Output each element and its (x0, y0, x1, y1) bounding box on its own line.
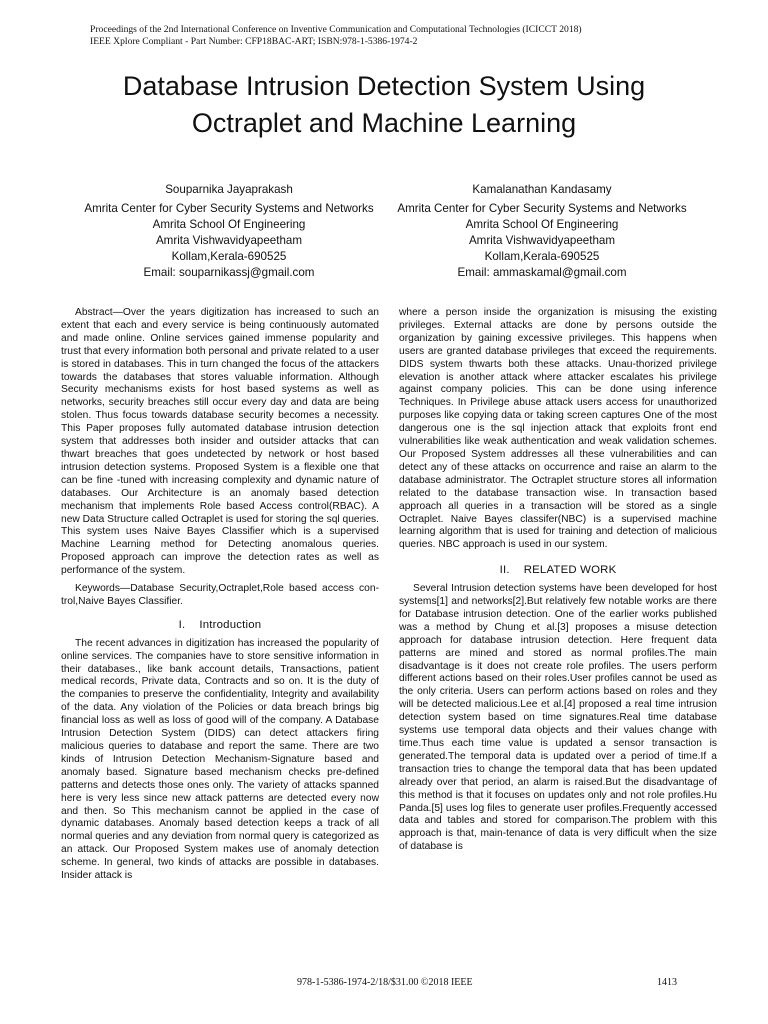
author-email: Email: ammaskamal@gmail.com (457, 266, 627, 279)
author-affiliation: Amrita Center for Cyber Security Systems and Networks (84, 202, 374, 215)
related-work-paragraph: Several Intrusion detection systems have been developed for host systems[1] and networks[2].But relatively few notable works are there for Database intrusion detection. One of the earlier works published was a method by Chung et al.[3] proposes a misuse detection approach for database intrusion detection. Here frequent data patterns are mined and stored as normal profiles.The main disadvantage is it does not create role profiles. The users perform different actions based on their roles.User profiles cannot be used as the only criteria. Users can perform actions based on roles and they will be detected malicious.Lee et al.[4] proposed a real time intrusion detection system based on time signatures.Real time database systems use temporal data objects and their values change with time.Thus each time value is updated a sensor transaction is generated.The temporal data is updated over a period of time.If a transaction tries to change the temporal data that has been updated already over that period, an alarm is raised.But the disadvantage of this method is that it focuses on updates only and not role profiles.Hu Panda.[5] uses log files to generate user profiles.Frequently accessed data and tables and stored for comparison.The problem with this approach is that, main-tenance of data is very difficult when the size of database is (399, 583, 717, 853)
introduction-paragraph: The recent advances in digitization has increased the popularity of online services. The companies have to store sensitive information in their databases., like bank account details, Transactions, patient medical records, Private data, Contracts and so on. It is the duty of the companies to preserve the confidentiality, Integrity and availability of the data. Any violation of the Policies or data breach brings big financial loss as well as loss of good will of the company. A Database Intrusion Detection System (DIDS) can detect attackers firing malicious queries to database and report the same. There are two kinds of Intrusion Detection Mechanism-Signature based and anomaly based. Signature based mechanism checks pre-defined patterns and detects those ones only. The variety of attacks spanned here is very less since new attack patterns are detected every now and then. So This mechanism cannot be applied in the case of dynamic databases. Anomaly based detection keeps a track of all normal queries and any deviation from normal query is categorized as an attack. Our Proposed System makes use of anomaly detection scheme. In general, two kinds of attacks are possible in databases. Insider attack is (61, 637, 379, 882)
conference-header (90, 24, 710, 48)
section-title: RELATED WORK (523, 564, 617, 577)
author-affiliation: Amrita Vishwavidyapeetham (155, 234, 303, 247)
abstract: Abstract—Over the years digitization has increased to such an extent that each and every service is being continuously automated and made online. Online services gained immense popularity and trust that every information both personal and private related to a user is stored in databases. This in turn changed the focus of the attackers towards the databases that stores valuable information. Although Security mechanisms exists for host based systems as well as networks, security breaches still occur every day and data are being stolen. Thus focus towards database security becomes a necessity. This Paper proposes fully automated database intrusion detection system that addresses both insider and outsider attacks that can thwart breaches that goes undetected by network or host based intrusion detection systems. Proposed System is a flexible one that can be fine -tuned with increasing complexity and dynamic nature of databases. Our Architecture is an anomaly based detection mechanism that implements Role based Access control(RBAC). A new Data Structure called Octraplet is used for storing the sql queries. This system uses Naive Bayes Classifier which is a supervised Machine Learning method for Detecting anomalous queries. Proposed approach can improve the detection rates as well as performance of the system. (61, 307, 379, 577)
author-affiliation: Kollam,Kerala-690525 (484, 250, 600, 263)
header-line-1: Proceedings of the 2nd International Conference on Inventive Communication and Computational Technologies (ICICCT 2018) (90, 24, 582, 35)
introduction-continued-paragraph: where a person inside the organization is misusing the existing privileges. External attacks are done by persons outside the organization by gaining excessive privileges. This happens when users are granted database privileges that exceed the requirements. DIDS system thwarts both these attacks. Unau-thorized privilege elevation is another attack where attacker escalates his privilege against company policies. This can be done using inference Techniques. In Privilege abuse attack users access for unauthorized purposes like copying data or taking screen captures One of the most dangerous one is the sql injection attack that exploits front end vulnerabilities like weak authentication and weak validation schemes. Our Proposed System addresses all these vulnerabilities and can detect any of these attacks on occurrence and raise an alarm to the database administrator. The Octraplet structure stores all information related to the database transaction wise. In transaction based approach all queries in a transaction will be stored as a single Octraplet. Naive Bayes classifer(NBC) is a supervised machine learning algorithm that is used for training and detection of malicious queries. NBC approach is used in our system. (399, 307, 717, 551)
section-number: II. (499, 564, 510, 577)
author-name: Kamalanathan Kandasamy (472, 183, 612, 196)
footer-copyright: 978-1-5386-1974-2/18/$31.00 ©2018 IEEE (297, 977, 473, 988)
section-number: I. (178, 618, 186, 631)
left-column (61, 307, 379, 883)
author-affiliation: Kollam,Kerala-690525 (171, 250, 287, 263)
title-line-2: Octraplet and Machine Learning (191, 108, 577, 138)
section-heading-related-work (399, 564, 717, 577)
keywords: Keywords—Database Security,Octraplet,Role based access con-trol,Naive Bayes Classifier. (61, 583, 379, 607)
author-affiliation: Amrita School Of Engineering (152, 218, 306, 231)
author-block-2 (377, 182, 707, 281)
author-affiliation: Amrita Center for Cyber Security Systems and Networks (397, 202, 687, 215)
header-line-2: IEEE Xplore Compliant - Part Number: CFP18BAC-ART; ISBN:978-1-5386-1974-2 (90, 36, 418, 47)
paper-title (60, 68, 708, 142)
author-email: Email: souparnikassj@gmail.com (143, 266, 315, 279)
page-number: 1413 (657, 977, 677, 988)
author-affiliation: Amrita Vishwavidyapeetham (468, 234, 616, 247)
right-column (399, 307, 717, 854)
section-title: Introduction (199, 618, 262, 631)
section-heading-introduction (61, 619, 379, 632)
author-block-1 (64, 182, 394, 281)
title-line-1: Database Intrusion Detection System Using (122, 71, 646, 101)
author-affiliation: Amrita School Of Engineering (465, 218, 619, 231)
author-name: Souparnika Jayaprakash (165, 183, 293, 196)
